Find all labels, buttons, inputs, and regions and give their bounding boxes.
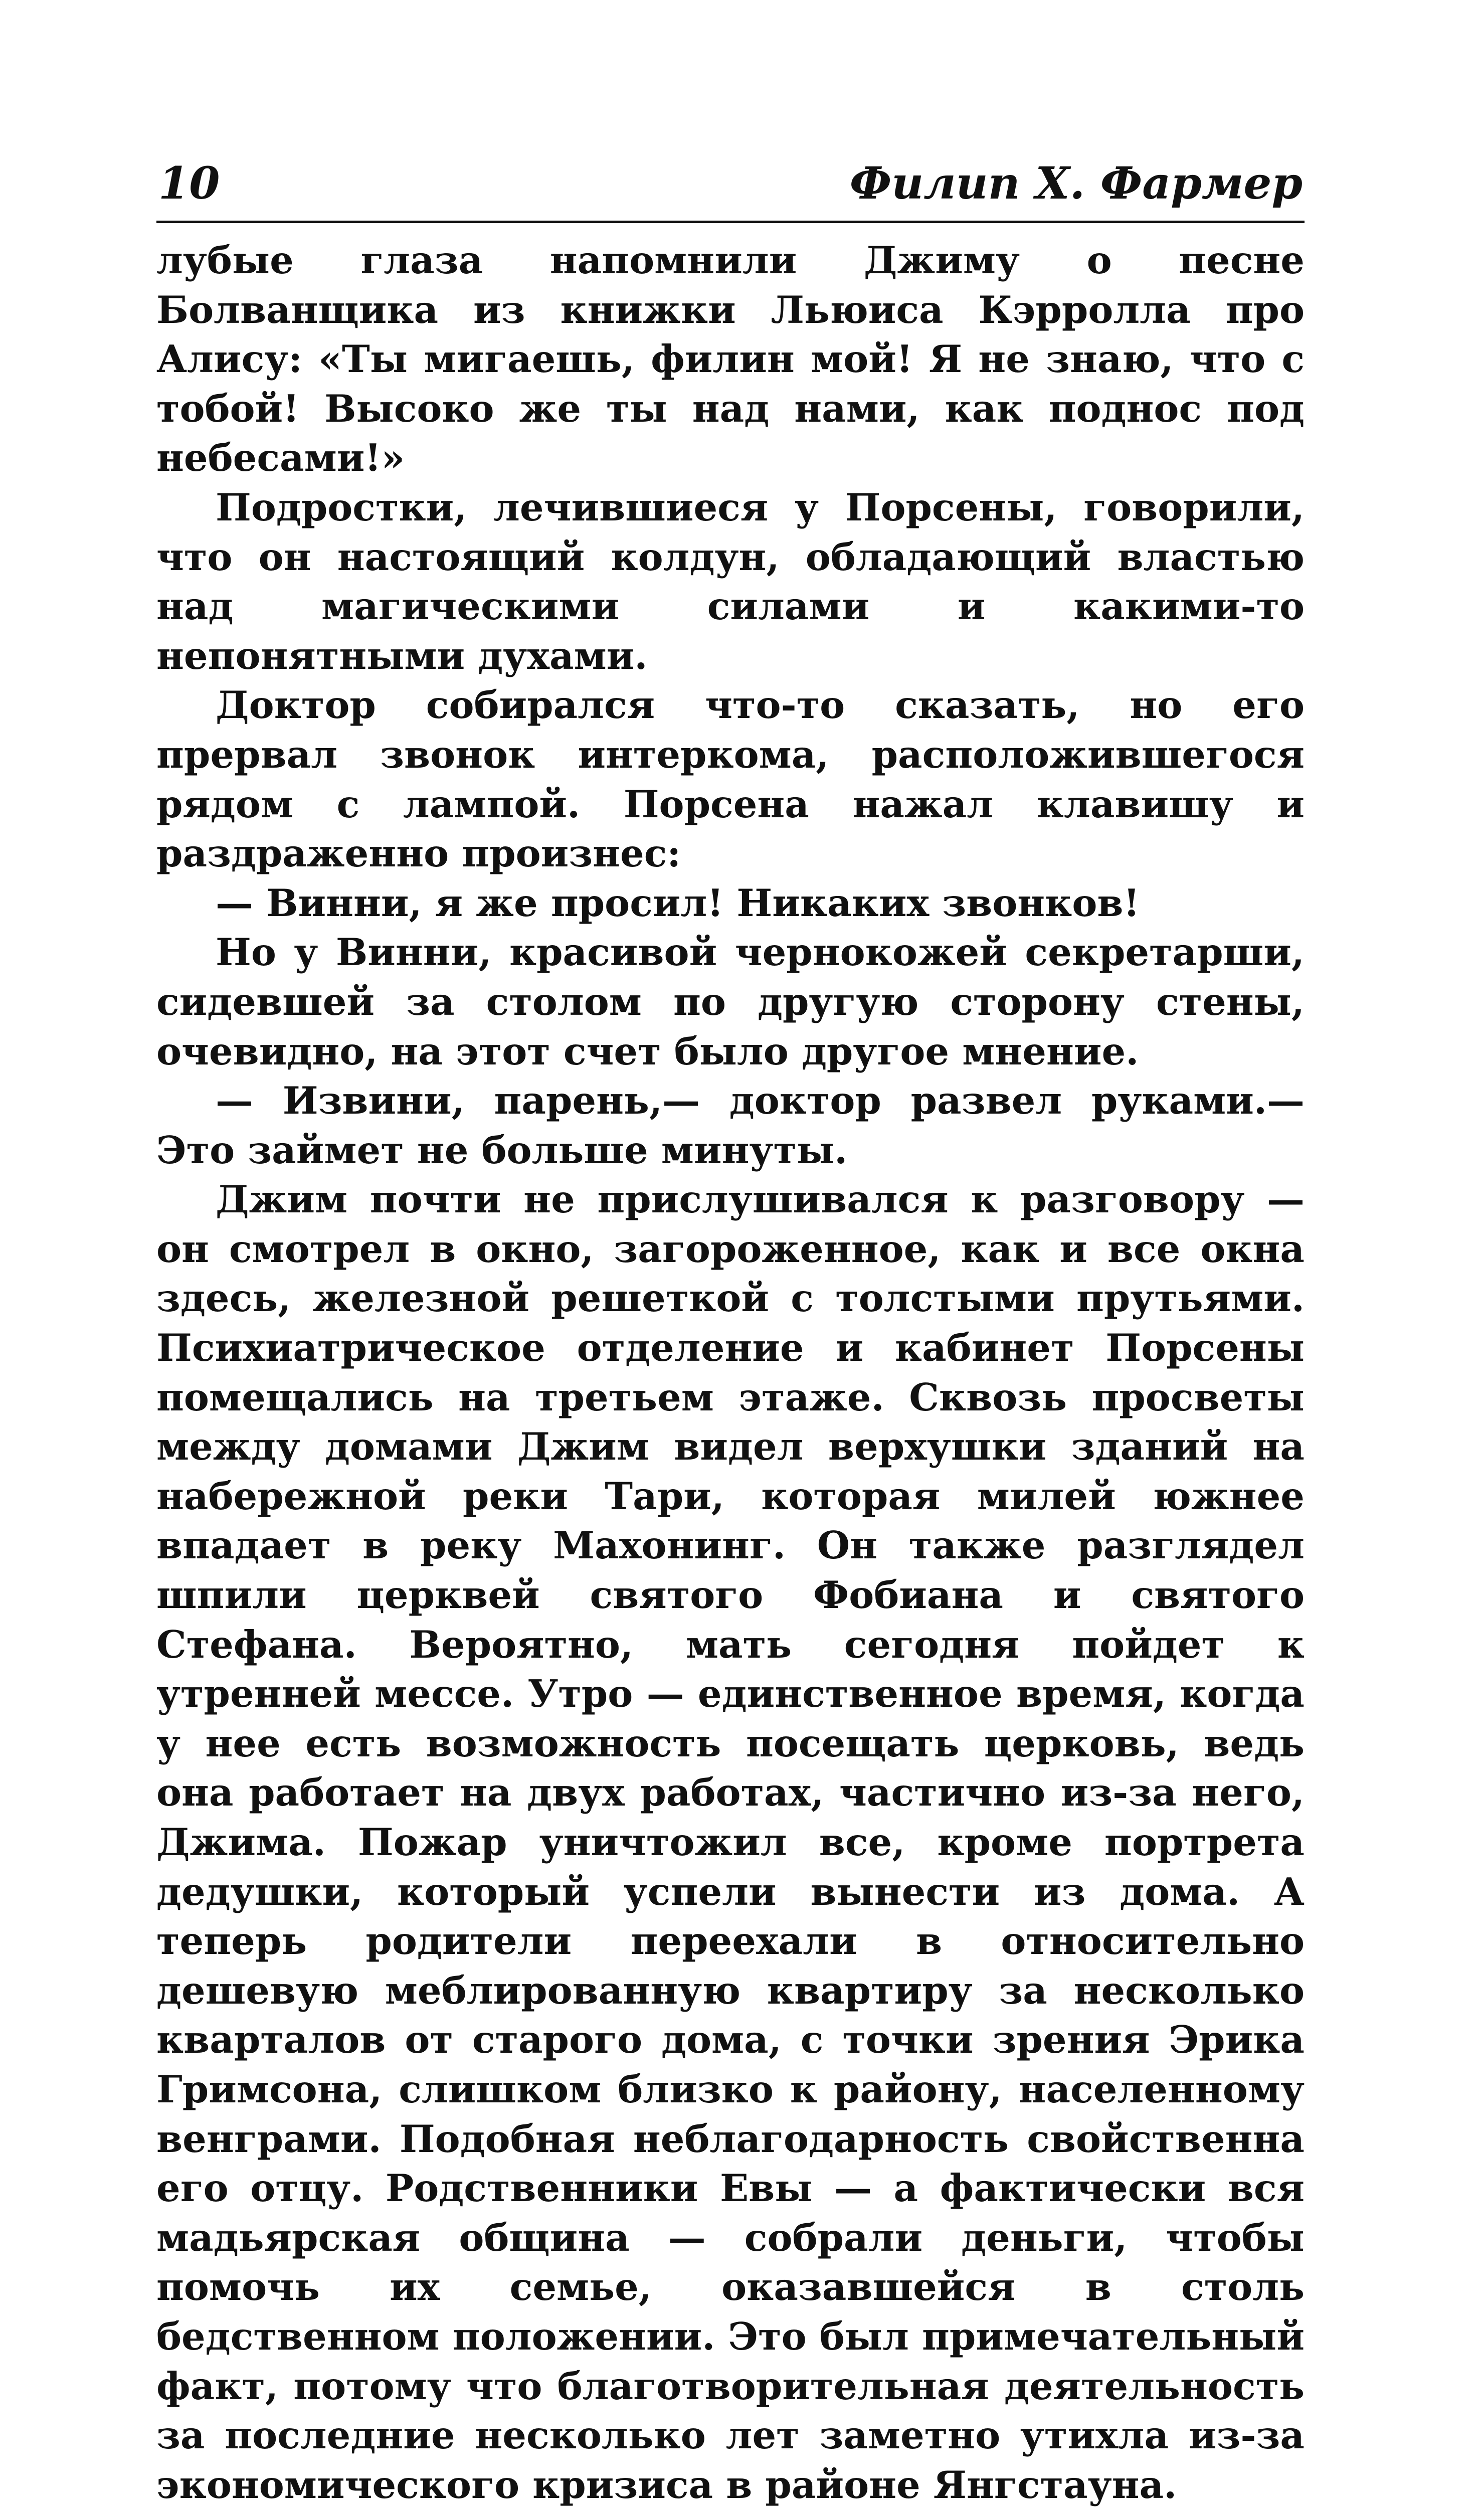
page-number: 10 — [158, 157, 220, 209]
paragraph: Подростки, лечившиеся у Порсены, говорили, что он настоящий колдун, обладающий властью над магическими силами и какими-то непонятными духами. — [156, 485, 1305, 678]
paragraph: Джим почти не прислушивался к разговору — он смотрел в окно, загороженное, как и все окна здесь, железной решеткой с толстыми прутьями. Психиатрическое отделение и кабинет Порсены помещались на третьем этаже. Сквозь просветы между домами Джим видел верхушки зданий на набережной реки Тари, которая милей южнее впадает в реку Махонинг. Он также разглядел шпили церквей святого Фобиана и святого Стефана. Вероятно, мать сегодня пойдет к утренней мессе. Утро — единственное время, когда у нее есть возможность посещать церковь, ведь она работает на двух работах, частично из-за него, Джима. Пожар уничтожил все, кроме портрета дедушки, который успели вынести из дома. А теперь родители переехали в относительно дешевую меблированную квартиру за несколько кварталов от старого дома, с точки зрения Эрика Гримсона, слишком близко к району, населенному венграми. Подобная неблагодарность свойственна его отцу. Родственники Евы — а фактически вся мадьярская община — собрали деньги, чтобы помочь их семье, оказавшейся в столь бедственном положении. Это был примечательный факт, потому что благотворительная деятельность за последние несколько лет заметно утихла из-за экономического кризиса в районе Янгстауна. — [156, 1177, 1305, 2507]
paragraph-continuation: лубые глаза напомнили Джиму о песне Болванщика из книжки Льюиса Кэрролла про Алису: «Ты мигаешь, филин мой! Я не знаю, что с тобой! Высоко же ты над нами, как поднос под небесами!» — [156, 238, 1305, 480]
dialogue-line: — Винни, я же просил! Никаких звонков! — [216, 880, 1140, 925]
running-head-author: Филип Х. Фармер — [849, 157, 1303, 209]
page-header — [156, 145, 1305, 223]
paragraph: Доктор собирался что-то сказать, но его прервал звонок интеркома, расположившегося рядом с лампой. Порсена нажал клавишу и раздраженно произнес: — [156, 683, 1305, 876]
body-text — [156, 236, 1305, 2507]
paragraph: Но у Винни, красивой чернокожей секретарши, сидевшей за столом по другую сторону стены, очевидно, на этот счет было другое мнение. — [156, 930, 1305, 1073]
dialogue-line: — Извини, парень,— доктор развел руками.— Это займет не больше минуты. — [156, 1079, 1305, 1172]
